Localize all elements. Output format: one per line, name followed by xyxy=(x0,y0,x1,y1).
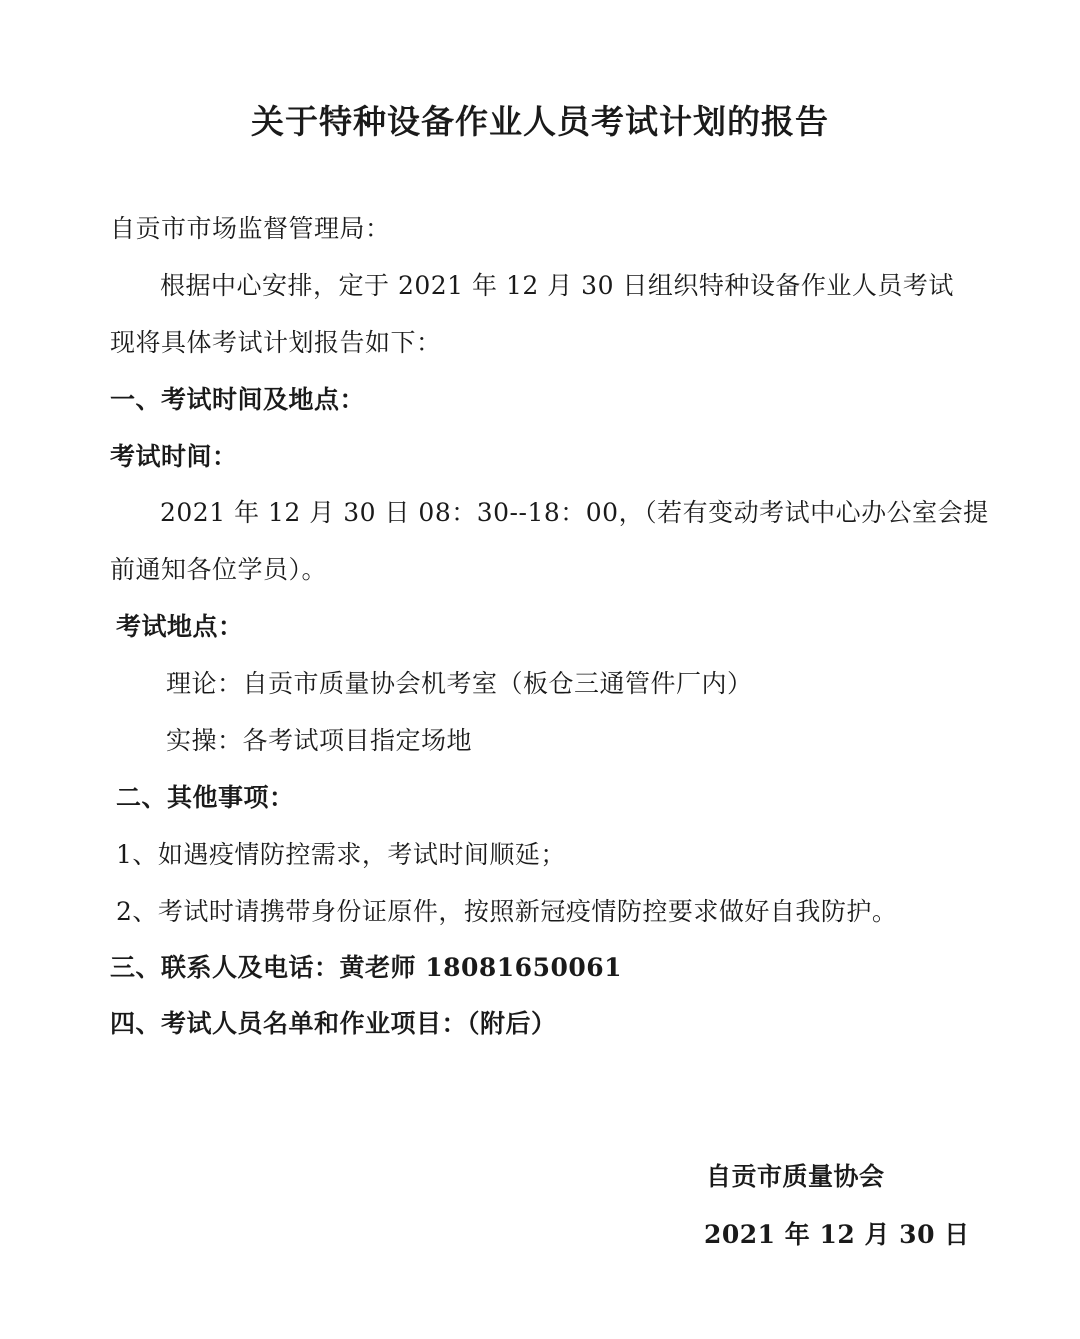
signature-date: 2021 年 12 月 30 日 xyxy=(704,1220,970,1249)
recipient: 自贡市市场监督管理局： xyxy=(110,214,391,243)
exam-time-line-1: 2021 年 12 月 30 日 08：30--18：00，（若有变动考试中心办公室会提 xyxy=(160,498,989,527)
other-item-1: 1、如遇疫情防控需求，考试时间顺延； xyxy=(116,840,566,869)
exam-place-practice: 实操：各考试项目指定场地 xyxy=(166,726,473,755)
section-4-heading: 四、考试人员名单和作业项目：（附后） xyxy=(110,1009,557,1038)
intro-line-2: 现将具体考试计划报告如下： xyxy=(110,328,442,357)
exam-time-line-2: 前通知各位学员）。 xyxy=(110,555,328,584)
section-2-heading: 二、其他事项： xyxy=(116,783,295,812)
other-item-2: 2、考试时请携带身份证原件，按照新冠疫情防控要求做好自我防护。 xyxy=(116,897,898,926)
exam-time-label: 考试时间： xyxy=(110,442,238,471)
exam-place-theory: 理论：自贡市质量协会机考室（板仓三通管件厂内） xyxy=(166,669,753,698)
exam-place-label: 考试地点： xyxy=(116,612,244,641)
section-1-heading: 一、考试时间及地点： xyxy=(110,385,366,414)
section-3-heading: 三、联系人及电话：黄老师 18081650061 xyxy=(110,953,623,982)
document-title: 关于特种设备作业人员考试计划的报告 xyxy=(251,102,829,141)
intro-line-1: 根据中心安排，定于 2021 年 12 月 30 日组织特种设备作业人员考试 xyxy=(160,271,954,300)
signature-org: 自贡市质量协会 xyxy=(706,1162,885,1191)
